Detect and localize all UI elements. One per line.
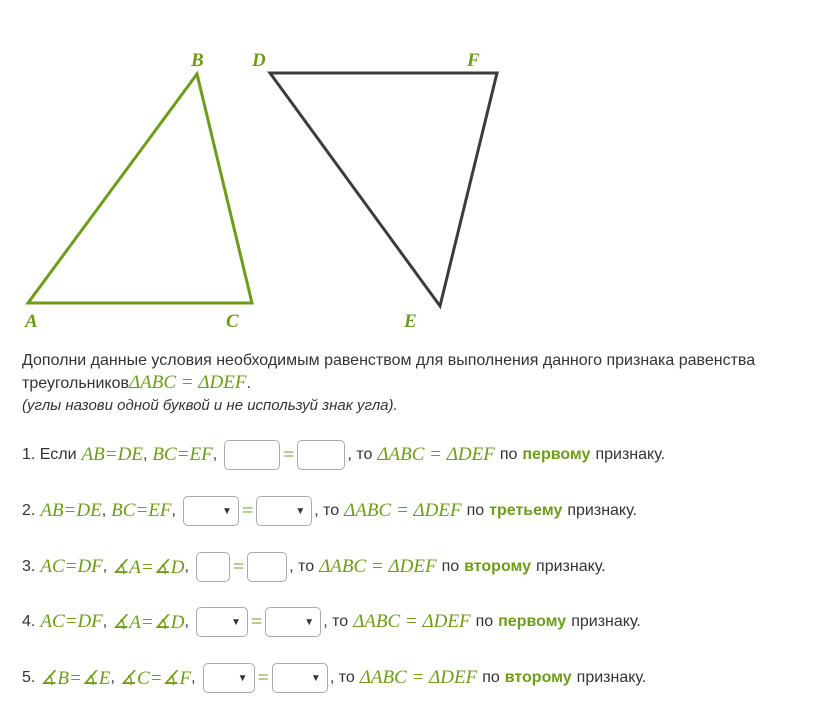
then-text: , то: [329, 669, 355, 686]
answer-dropdown-right[interactable]: [265, 607, 321, 637]
vertex-label-e: E: [404, 311, 417, 332]
equals-sign: =: [250, 610, 263, 633]
result-formula: ΔABC = ΔDEF: [359, 667, 478, 688]
po-text: по: [475, 613, 494, 630]
answer-dropdown-left[interactable]: [203, 663, 255, 693]
then-text: , то: [314, 502, 340, 519]
condition-2: ∡A=∡D: [112, 611, 185, 633]
answer-dropdown-right[interactable]: [272, 663, 328, 693]
condition-2: ∡A=∡D: [112, 556, 185, 578]
chevron-down-icon: ▼: [231, 616, 241, 628]
criterion-word: второму: [464, 558, 532, 575]
then-text: , то: [347, 446, 373, 463]
tail-text: признаку.: [571, 613, 641, 630]
then-text: , то: [289, 558, 315, 575]
triangle-def: [270, 73, 497, 306]
instruction-period: .: [246, 375, 251, 392]
result-formula: ΔABC = ΔDEF: [344, 500, 462, 521]
po-text: по: [441, 558, 460, 575]
criterion-word: первому: [522, 446, 591, 463]
answer-dropdown-right[interactable]: [256, 496, 312, 526]
chevron-down-icon: ▼: [222, 505, 232, 517]
condition-2: BC=EF: [111, 500, 172, 521]
po-text: по: [499, 446, 518, 463]
comma: ,: [142, 446, 148, 463]
po-text: по: [482, 669, 500, 686]
result-formula: ΔABC = ΔDEF: [353, 611, 471, 632]
answer-input-left[interactable]: [224, 440, 280, 470]
criterion-word: третьему: [489, 502, 563, 519]
criterion-word: первому: [498, 613, 567, 630]
then-text: , то: [323, 613, 349, 630]
row-prefix: 3.: [22, 558, 36, 575]
instruction-text: Дополни данные условия необходимым равенством для выполнения данного признака равенства треугольников: [22, 352, 756, 392]
result-formula: ΔABC = ΔDEF: [377, 444, 495, 465]
comma: ,: [184, 613, 189, 630]
chevron-down-icon: ▼: [310, 672, 321, 684]
answer-dropdown-left[interactable]: [196, 607, 248, 637]
triangle-abc: [28, 74, 252, 303]
task-row-4: [22, 605, 641, 639]
tail-text: признаку.: [576, 669, 647, 686]
comma: ,: [184, 558, 189, 575]
chevron-down-icon: ▼: [295, 505, 306, 517]
answer-input-right[interactable]: [297, 440, 345, 470]
task-row-3: [22, 550, 606, 584]
vertex-label-d: D: [252, 50, 266, 71]
vertex-label-a: A: [25, 311, 38, 332]
condition-1: AC=DF: [40, 611, 103, 632]
tail-text: признаку.: [536, 558, 606, 575]
equals-sign: =: [232, 555, 245, 578]
task-row-1: [22, 438, 665, 472]
condition-1: AB=DE: [81, 444, 143, 465]
vertex-label-f: F: [467, 50, 480, 71]
comma: ,: [191, 669, 196, 686]
answer-dropdown-left[interactable]: [183, 496, 239, 526]
condition-1: ∡B=∡E: [40, 667, 111, 689]
row-prefix: 2.: [22, 502, 36, 519]
instruction-note: (углы назови одной буквой и не используй знак угла).: [22, 397, 398, 414]
equals-sign: =: [257, 666, 269, 689]
vertex-label-b: B: [191, 50, 204, 71]
row-prefix: 4.: [22, 613, 36, 630]
condition-1: AC=DF: [40, 556, 103, 577]
task-row-5: [22, 661, 646, 695]
result-formula: ΔABC = ΔDEF: [319, 556, 437, 577]
equals-sign: =: [283, 443, 295, 466]
chevron-down-icon: ▼: [237, 672, 248, 684]
answer-input-right[interactable]: [247, 552, 287, 582]
row-prefix: 1. Если: [22, 446, 77, 463]
instruction-formula: ΔABC = ΔDEF: [129, 372, 247, 393]
tail-text: признаку.: [595, 446, 666, 463]
vertex-label-c: C: [226, 311, 239, 332]
row-prefix: 5.: [22, 669, 36, 686]
comma: ,: [110, 669, 115, 686]
condition-1: AB=DE: [40, 500, 102, 521]
condition-2: ∡C=∡F: [119, 667, 192, 689]
tail-text: признаку.: [567, 502, 637, 519]
task-row-2: [22, 494, 637, 528]
condition-2: BC=EF: [152, 444, 213, 465]
task-instructions: [22, 350, 822, 417]
comma: ,: [212, 446, 218, 463]
comma: ,: [101, 502, 107, 519]
chevron-down-icon: ▼: [304, 616, 315, 628]
criterion-word: второму: [504, 669, 572, 686]
equals-sign: =: [241, 499, 254, 522]
comma: ,: [171, 502, 176, 519]
po-text: по: [466, 502, 485, 519]
triangles-figure: [0, 0, 835, 340]
answer-input-left[interactable]: [196, 552, 230, 582]
comma: ,: [102, 558, 108, 575]
comma: ,: [102, 613, 108, 630]
